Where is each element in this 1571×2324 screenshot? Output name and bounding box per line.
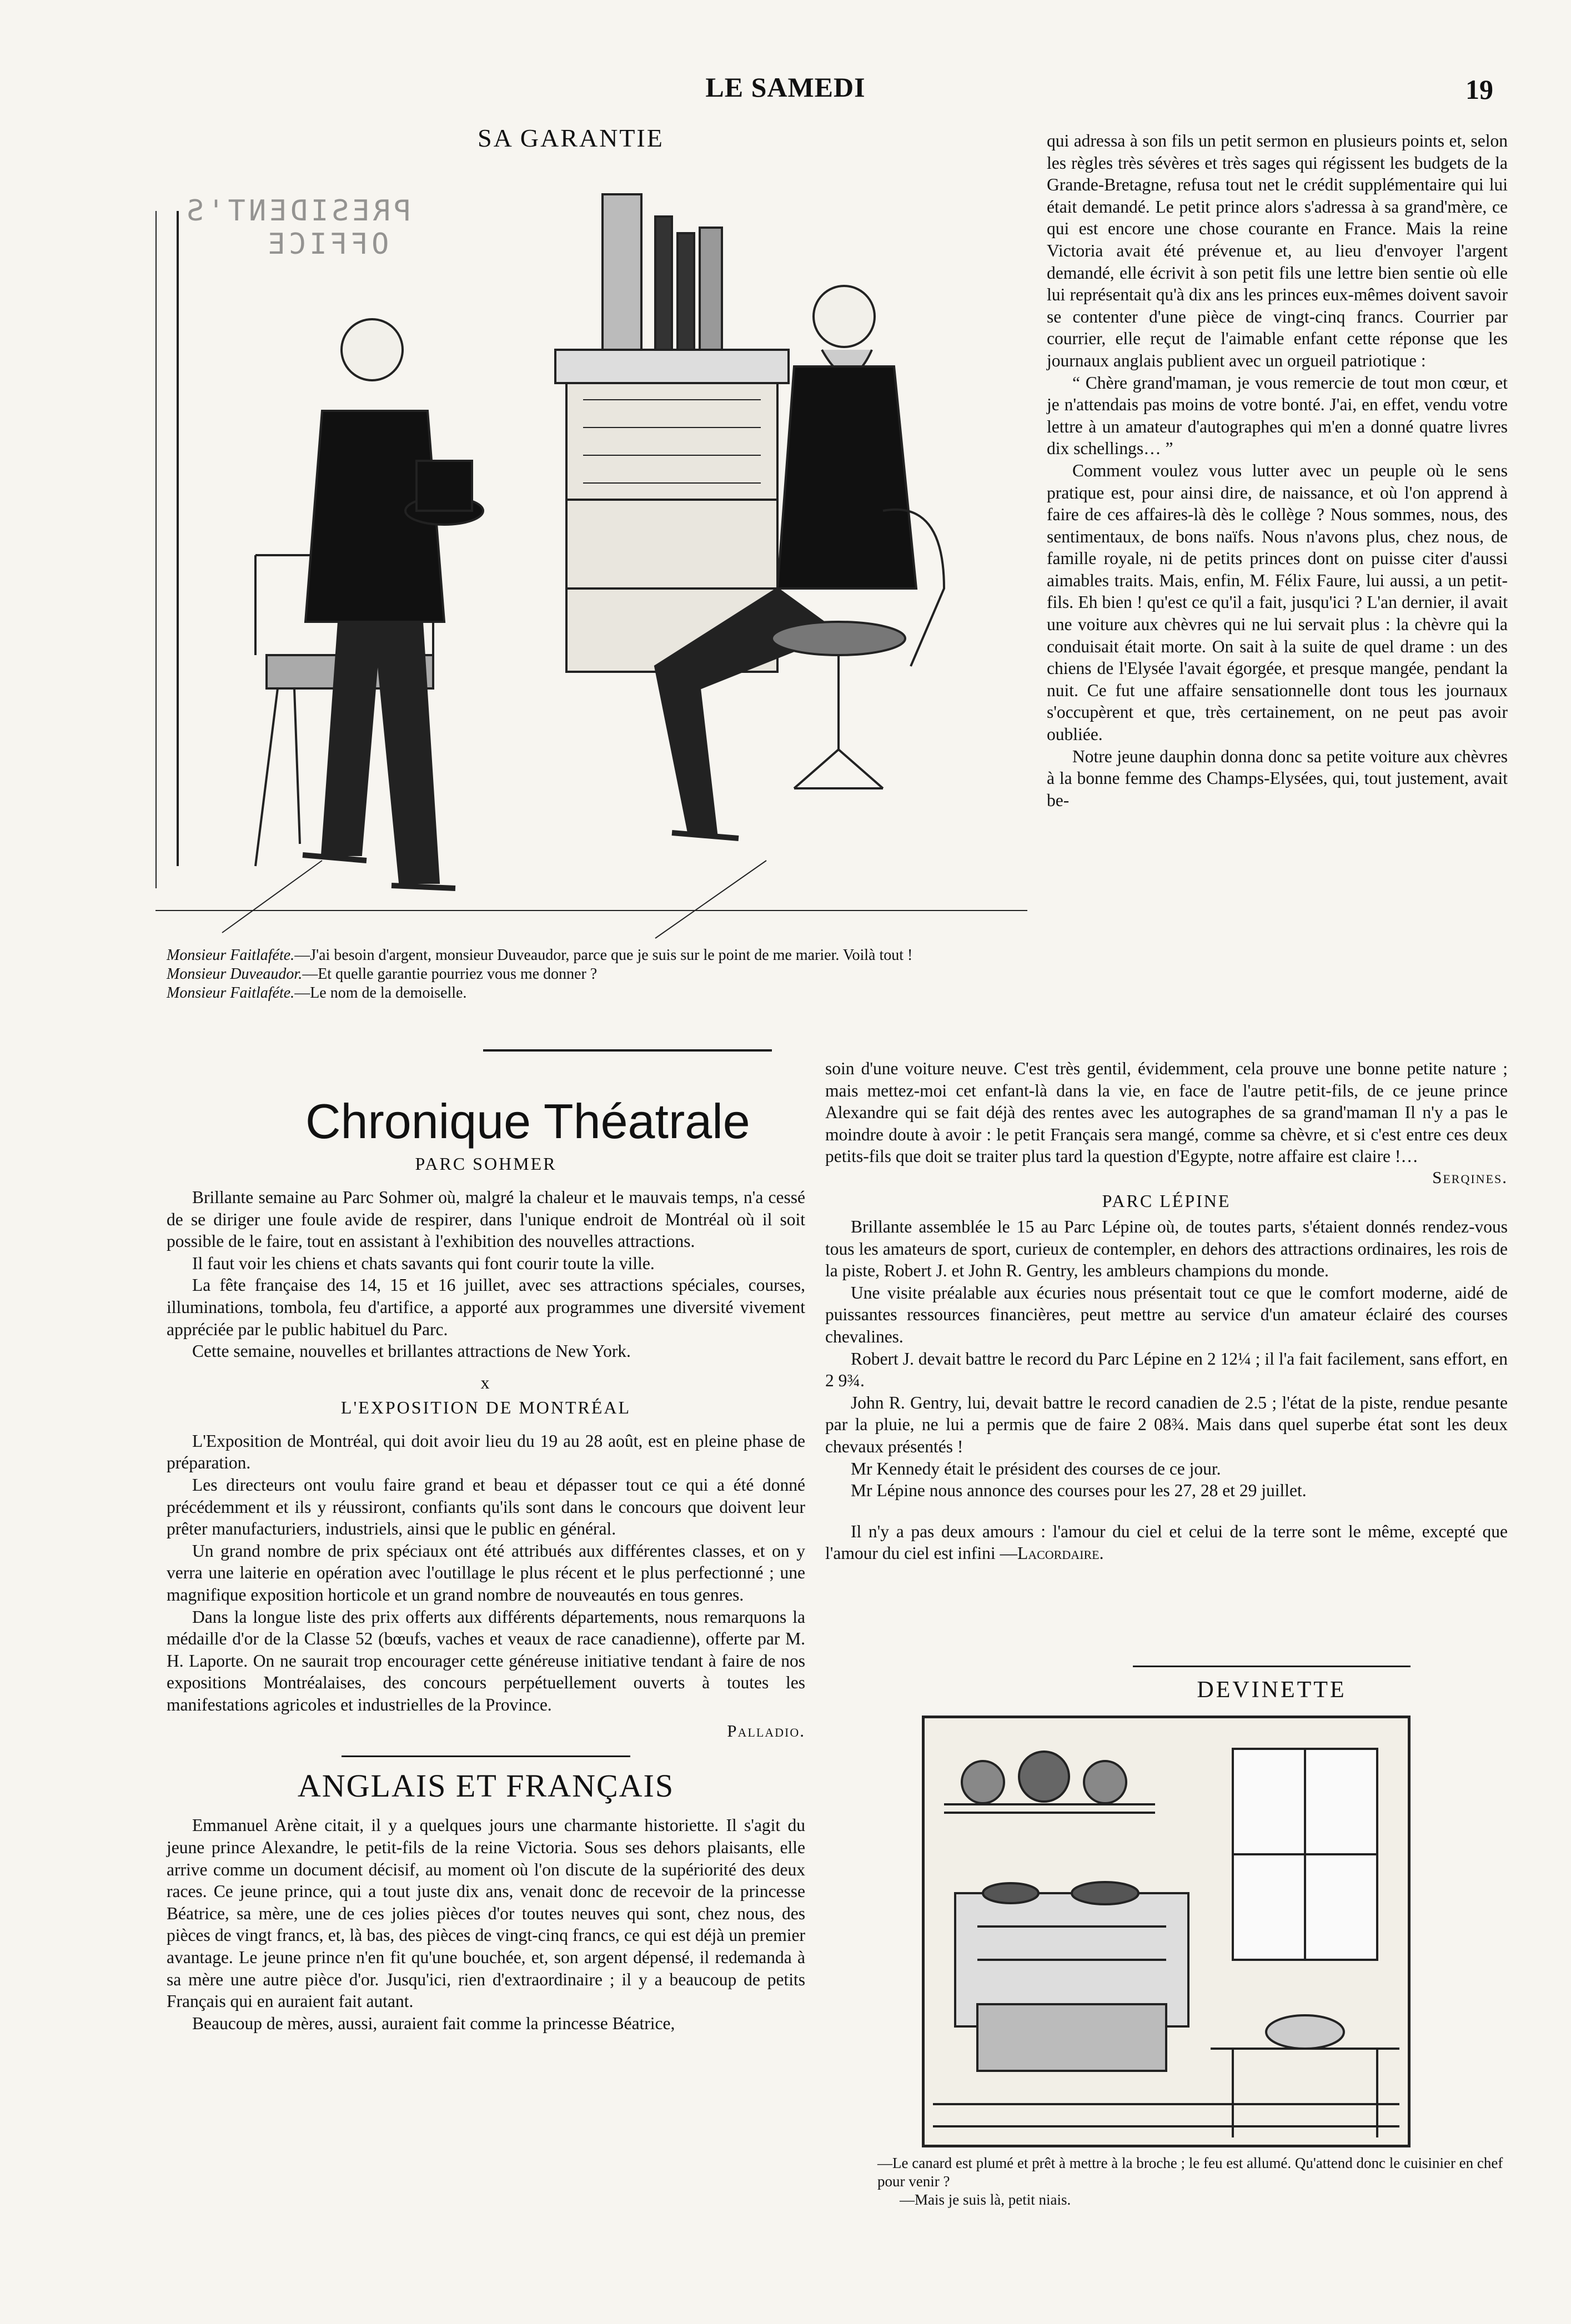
anglais-paragraph: Beaucoup de mères, aussi, auraient fait comme la princesse Béatrice, — [192, 2013, 675, 2033]
sohmer-paragraph: La fête française des 14, 15 et 16 juillet, avec ses attractions spéciales, courses, illuminations, tombola, feu d'artifice, a apporté aux programmes une diversité vivement appréciée par le public habituel du Parc. — [167, 1275, 805, 1339]
parc-lepine-heading: PARC LÉPINE — [1102, 1190, 1231, 1211]
article-paragraph: qui adressa à son fils un petit sermon en plusieurs points et, selon les règles très sévères et très sages qui régissent les budgets de la Grande-Bretagne, refusa tout net le crédit supplémentaire qui lui était demandé. Le petit prince alors s'adressa à sa grand'mère, ce qui est encore une chose courante en France. Mais la reine Victoria avait été prévenue et, au lieu d'envoyer l'argent demandé, elle écrivit à son petit fils une lettre bien sentie où elle lui représentait qu'à dix ans les princes eux-mêmes doivent savoir se contenter d'une pièce de vingt-cinq francs. Courrier par courrier, elle reçut de l'aimable enfant cette réponse que les journaux anglais publient avec un orgueil patriotique : — [1047, 131, 1508, 370]
caption-line-3 — [167, 984, 1033, 1003]
lepine-paragraph: Robert J. devait battre le record du Parc Lépine en 2 12¼ ; il l'a fait facilement, sans effort, en 2 9¾. — [825, 1349, 1508, 1391]
section-divider — [1133, 1666, 1411, 1667]
caption-text: —J'ai besoin d'argent, monsieur Duveaudor, parce que je suis sur le point de me marier. Voilà tout ! — [294, 947, 913, 964]
exposition-heading: L'EXPOSITION DE MONTRÉAL — [340, 1397, 631, 1417]
devinette-caption-line: —Mais je suis là, petit niais. — [900, 2191, 1071, 2208]
sohmer-paragraph: Brillante semaine au Parc Sohmer où, malgré la chaleur et le mauvais temps, n'a cessé de se diriger une foule avide de respirer, dans l'unique endroit de Montréal où il soit possible de le faire, tout en assistant à l'exhibition des nouvelles attractions. — [167, 1188, 805, 1251]
office-scene-drawing — [155, 167, 1027, 944]
illustration-sa-garantie — [155, 167, 1027, 944]
section-divider — [483, 1049, 772, 1052]
caption-speaker: Monsieur Duveaudor. — [167, 965, 303, 983]
illustration-caption — [167, 946, 1033, 1003]
article-continuation — [825, 1058, 1508, 1565]
article-paragraph: Notre jeune dauphin donna donc sa petite voiture aux chèvres à la bonne femme des Champs-Elysées, qui, tout justement, avait be- — [1047, 746, 1508, 810]
caption-speaker: Monsieur Faitlaféte. — [167, 947, 295, 964]
lepine-paragraph: Une visite préalable aux écuries nous présentait tout ce que le comfort moderne, aidé de puissantes ressources financières, peut mettre au service d'un amateur éclairé des courses chevalines. — [825, 1282, 1508, 1346]
stamp-line-1: PRESIDENT'S — [183, 194, 411, 228]
lacordaire-quote — [825, 1521, 1508, 1565]
lepine-paragraph: Brillante assemblée le 15 au Parc Lépine où, de toutes parts, s'étaient donnés rendez-vous tous les amateurs de sport, curieux de contempler, en dehors des attractions ordinaires, les rois de la piste, Robert J. et John R. Gentry, les ambleurs champions du monde. — [825, 1216, 1508, 1281]
sohmer-paragraph: Cette semaine, nouvelles et brillantes attractions de New York. — [192, 1341, 631, 1361]
devinette-caption — [877, 2154, 1505, 2209]
exposition-signature: Palladio. — [727, 1721, 805, 1741]
left-column — [167, 1094, 805, 2034]
illustration-title: SA GARANTIE — [478, 124, 664, 152]
article-paragraph: Comment voulez vous lutter avec un peuple où le sens pratique est, pour ainsi dire, de naissance, et où l'on apprend à faire de ces affaires-là dès le collège ? Nous sommes, nous, des sentimentaux, de bons naïfs. Nous n'avons plus, chez nous, de famille royale, ni de petits princes dont on puisse citer d'aussi aimables traits. Mais, enfin, M. Félix Faure, lui aussi, a un petit-fils. Eh bien ! qu'est ce qu'il a fait, jusqu'ici ? L'an dernier, il avait une voiture aux chèvres qui ne lui servait plus : la chèvre qui la conduisait était morte. On sait à la suite de quel drame : un des chiens de l'Elysée l'avait égorgée, et presque mangée, pendant la nuit. Ce fut une affaire sensationnelle dont tous les journaux s'occupèrent et que, très certainement, on ne peut pas avoir oubliée. — [1047, 460, 1508, 745]
continuation-paragraph: soin d'une voiture neuve. C'est très gentil, évidemment, cela prouve une bonne petite nature ; mais mettez-moi cet enfant-là dans la vie, en face de l'autre petit-fils, de ce jeune prince Alexandre qui se fait déjà des rentes avec les autographes de sa grand'maman Il n'y a pas le moindre doute à avoir : le petit Français sera mangé, comme sa chèvre, et si c'est entre ces deux petits-fils que doit se traiter plus tard la question d'Egypte, notre affaire est claire !… — [825, 1059, 1508, 1166]
sohmer-paragraph: Il faut voir les chiens et chats savants qui font courir toute la ville. — [192, 1253, 655, 1273]
quote-text: Il n'y a pas deux amours : l'amour du ciel et celui de la terre sont le même, excepté que l'amour du ciel est infini — [825, 1521, 1508, 1563]
devinette-title: DEVINETTE — [1197, 1677, 1347, 1703]
section-separator-x: x — [480, 1372, 491, 1392]
kitchen-scene-drawing — [922, 1716, 1411, 2147]
caption-line-2 — [167, 965, 1033, 984]
devinette-illustration — [922, 1716, 1411, 2147]
exposition-paragraph: Les directeurs ont voulu faire grand et beau et dépasser tout ce qui a été donné précédemment et ils y réussiront, confiants qu'ils sont dans le concours que doivent leur prêter manufacturiers, industriels, ainsi que le public en général. — [167, 1475, 805, 1539]
lepine-paragraph: Mr Lépine nous annonce des courses pour les 27, 28 et 29 juillet. — [851, 1481, 1307, 1501]
anglais-title: ANGLAIS ET FRANÇAIS — [297, 1768, 675, 1804]
caption-speaker: Monsieur Faitlaféte. — [167, 984, 295, 1002]
parc-sohmer-heading: PARC SOHMER — [415, 1154, 557, 1174]
section-divider — [342, 1755, 630, 1757]
quote-author: —Lacordaire. — [1000, 1543, 1104, 1563]
chronique-title: Chronique Théatrale — [305, 1094, 750, 1149]
exposition-paragraph: L'Exposition de Montréal, qui doit avoir lieu du 19 au 28 août, est en pleine phase de préparation. — [167, 1431, 805, 1473]
article-signature: Serqines. — [1432, 1167, 1508, 1187]
devinette-caption-line: —Le canard est plumé et prêt à mettre à la broche ; le feu est allumé. Qu'attend donc le cuisinier en chef pour venir ? — [877, 2155, 1503, 2190]
anglais-paragraph: Emmanuel Arène citait, il y a quelques jours une charmante historiette. Il s'agit du jeune prince Alexandre, le petit-fils de la reine Victoria. Sous ses dehors plaisants, elle arrive comme un document décisif, au moment où l'on discute de la supériorité des deux races. Ce jeune prince, qui a tout juste dix ans, venait donc de recevoir de la princesse Béatrice, sa mère, une de ces jolies pièces d'or toutes neuves qui sont, chez nous, des pièces de vingt francs, et, là bas, des pièces de vingt-cinq francs, ce qui est déjà un premier avantage. Le jeune prince n'en fit qu'une bouchée, et, son argent dépensé, il redemanda à sa mère une autre pièce d'or. Jusqu'ici, rien d'extraordinaire ; il y a beaucoup de petits Français qui en auraient fait autant. — [167, 1815, 805, 2011]
exposition-paragraph: Dans la longue liste des prix offerts aux différents départements, nous remarquons la médaille d'or de la Classe 52 (bœufs, vaches et veaux de race canadienne), offerte par M. H. Laporte. On ne saurait trop encourager cette généreuse initiative tendant à faire de nos expositions Montréalaises, des concours perpétuellement ouverts à toutes les manifestations agricoles et industrielles de la Province. — [167, 1607, 805, 1714]
caption-text: —Le nom de la demoiselle. — [294, 984, 467, 1002]
lepine-paragraph: Mr Kennedy était le président des courses de ce jour. — [851, 1458, 1221, 1478]
right-column-article — [1047, 130, 1508, 811]
exposition-paragraph: Un grand nombre de prix spéciaux ont été attribués aux différentes classes, et on y verra une laiterie en opération avec l'outillage le plus récent et le plus perfectionné ; une magnifique exposition horticole et un grand nombre de nouveautés en tous genres. — [167, 1541, 805, 1604]
office-door-lettering-mirrored — [183, 194, 411, 261]
page-number: 19 — [1465, 74, 1493, 105]
stamp-line-2: OFFICE — [264, 228, 389, 261]
caption-line-1 — [167, 946, 1033, 965]
caption-text: —Et quelle garantie pourriez vous me donner ? — [302, 965, 598, 983]
article-paragraph: “ Chère grand'maman, je vous remercie de tout mon cœur, et je n'attendais pas moins de votre bonté. J'ai, en effet, vendu votre lettre à un amateur d'autographes qui m'en a donné quatre livres dix schellings… ” — [1047, 373, 1508, 459]
newspaper-title: LE SAMEDI — [705, 72, 866, 103]
lepine-paragraph: John R. Gentry, lui, devait battre le record canadien de 2.5 ; l'état de la piste, rendue pesante par la pluie, ne lui a permis que de faire 2 08¾. Mais dans quel superbe état sont les deux chevaux présentés ! — [825, 1392, 1508, 1456]
